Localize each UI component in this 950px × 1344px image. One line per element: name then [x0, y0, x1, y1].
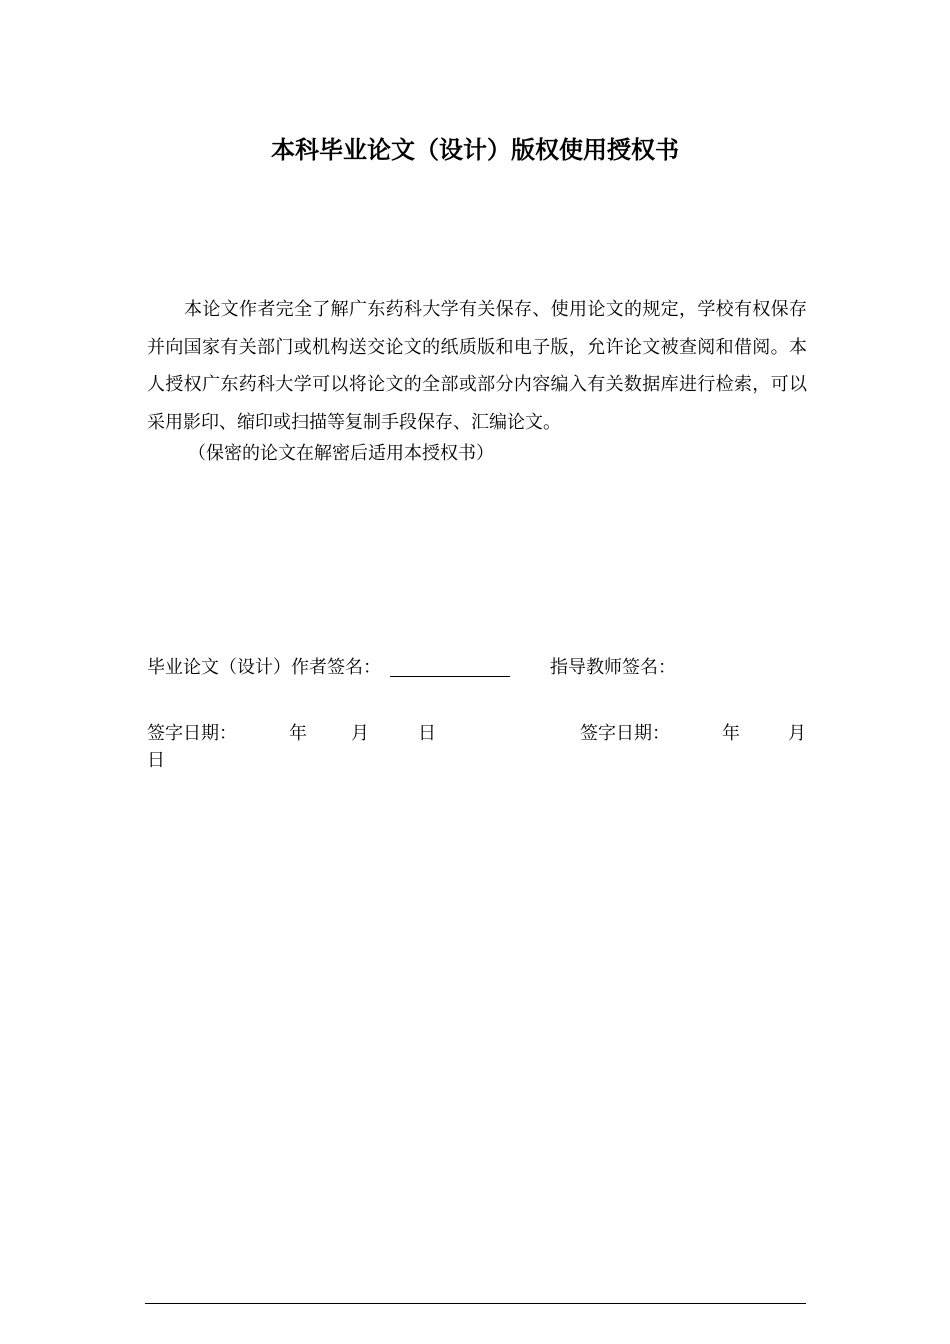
advisor-signature-label: 指导教师签名：	[550, 657, 676, 678]
signing-date-row	[147, 720, 807, 780]
advisor-date-day: 日	[147, 750, 165, 771]
advisor-date-month: 月	[788, 723, 806, 744]
author-date-month: 月	[351, 723, 369, 744]
confidential-note: （保密的论文在解密后适用本授权书）	[188, 443, 494, 464]
author-date-year: 年	[289, 723, 307, 744]
author-signature-label: 毕业论文（设计）作者签名：	[147, 657, 381, 678]
author-date-day: 日	[418, 723, 436, 744]
footer-divider	[145, 1303, 806, 1304]
advisor-date-year: 年	[722, 723, 740, 744]
signature-row	[147, 653, 807, 683]
authorization-text: 本论文作者完全了解广东药科大学有关保存、使用论文的规定，学校有权保存并向国家有关部门或机构送交论文的纸质版和电子版，允许论文被查阅和借阅。本人授权广东药科大学可以将论文的全部或部分内容编入有关数据库进行检索，可以采用影印、缩印或扫描等复制手段保存、汇编论文。	[147, 299, 807, 433]
page-title: 本科毕业论文（设计）版权使用授权书	[271, 136, 679, 164]
authorization-paragraph	[147, 291, 807, 441]
author-date-label: 签字日期：	[147, 723, 237, 744]
advisor-date-label: 签字日期：	[580, 723, 670, 744]
author-signature-line[interactable]	[390, 676, 510, 677]
